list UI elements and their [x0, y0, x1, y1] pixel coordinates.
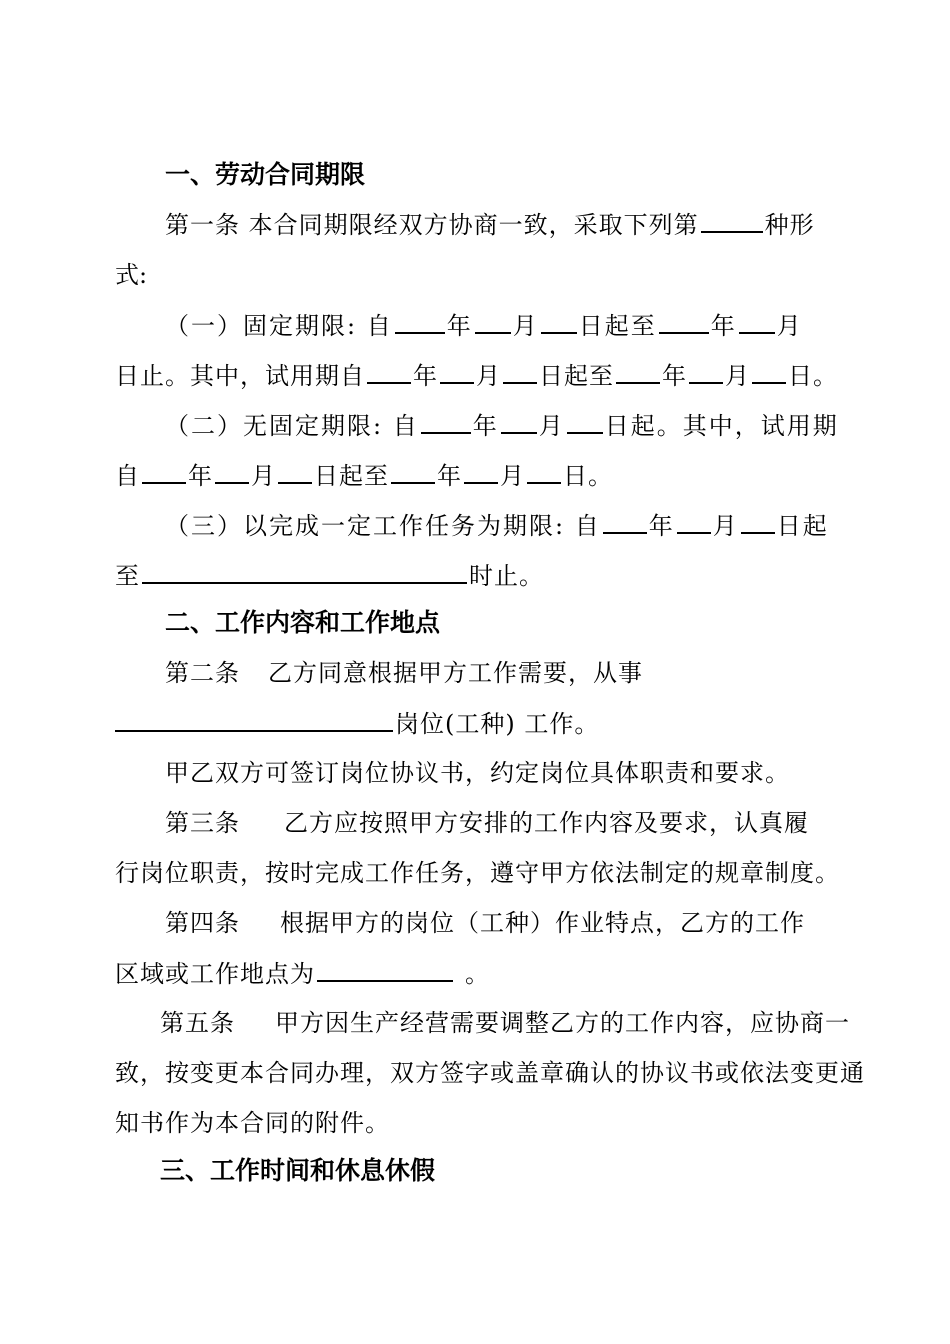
blank-probation-end-year [391, 460, 435, 484]
article-3-line-1: 第三条 乙方应按照甲方安排的工作内容及要求，认真履 [165, 809, 809, 837]
option-task-line-1: （三）以完成一定工作任务为期限: 自 年 月 日起 [165, 512, 829, 540]
blank-start-year [421, 410, 471, 434]
blank-probation-start-day [278, 460, 312, 484]
blank-probation-start-month [215, 460, 249, 484]
article-2-line-1: 第二条 乙方同意根据甲方工作需要，从事 [165, 659, 643, 687]
blank-probation-start-year [142, 460, 186, 484]
option-fixed-line-1: （一）固定期限: 自 年 月 日起至 年 月 [165, 312, 803, 340]
option-open-line-1: （二）无固定期限: 自 年 月 日起。其中，试用期 [165, 412, 839, 440]
blank-work-location [317, 958, 453, 982]
blank-start-month [475, 310, 511, 334]
article-5-line-1: 第五条 甲方因生产经营需要调整乙方的工作内容，应协商一 [160, 1009, 850, 1037]
section-heading-term: 一、劳动合同期限 [165, 160, 366, 189]
option-fixed-line-2: 日止。其中，试用期自 年 月 日起至 年 月 日。 [115, 362, 838, 390]
blank-end-year [659, 310, 709, 334]
article-1-line-1: 第一条 本合同期限经双方协商一致，采取下列第 种形 [165, 211, 815, 239]
section-heading-work: 二、工作内容和工作地点 [165, 608, 441, 637]
option-open-line-2: 自 年 月 日起至 年 月 日。 [115, 462, 613, 490]
blank-form-number [701, 209, 763, 233]
blank-start-year [603, 510, 647, 534]
blank-probation-end-day [527, 460, 561, 484]
job-agreement-paragraph: 甲乙双方可签订岗位协议书，约定岗位具体职责和要求。 [165, 759, 790, 787]
article-5-line-3: 知书作为本合同的附件。 [115, 1109, 390, 1137]
blank-probation-start-day [503, 360, 537, 384]
article-4-line-2: 区域或工作地点为 。 [115, 960, 490, 988]
blank-task-end [142, 560, 467, 584]
section-heading-hours: 三、工作时间和休息休假 [160, 1156, 436, 1185]
article-2-line-2: 岗位(工种) 工作。 [115, 708, 950, 738]
blank-probation-start-year [367, 360, 411, 384]
article-1-line-2: 式: [115, 261, 148, 289]
blank-job-position [115, 708, 393, 732]
blank-start-month [677, 510, 711, 534]
blank-probation-end-day [752, 360, 786, 384]
blank-probation-end-month [689, 360, 723, 384]
blank-probation-start-month [440, 360, 474, 384]
blank-start-day [541, 310, 577, 334]
article-3-line-2: 行岗位职责，按时完成工作任务，遵守甲方依法制定的规章制度。 [115, 859, 840, 887]
blank-start-day [567, 410, 603, 434]
blank-start-month [501, 410, 537, 434]
article-4-line-1: 第四条 根据甲方的岗位（工种）作业特点，乙方的工作 [165, 909, 805, 937]
blank-probation-end-month [464, 460, 498, 484]
blank-probation-end-year [616, 360, 660, 384]
blank-end-month [739, 310, 775, 334]
blank-start-year [395, 310, 445, 334]
article-5-line-2: 致，按变更本合同办理，双方签字或盖章确认的协议书或依法变更通 [115, 1059, 865, 1087]
option-task-line-2: 至 时止。 [115, 562, 544, 590]
blank-start-day [741, 510, 775, 534]
